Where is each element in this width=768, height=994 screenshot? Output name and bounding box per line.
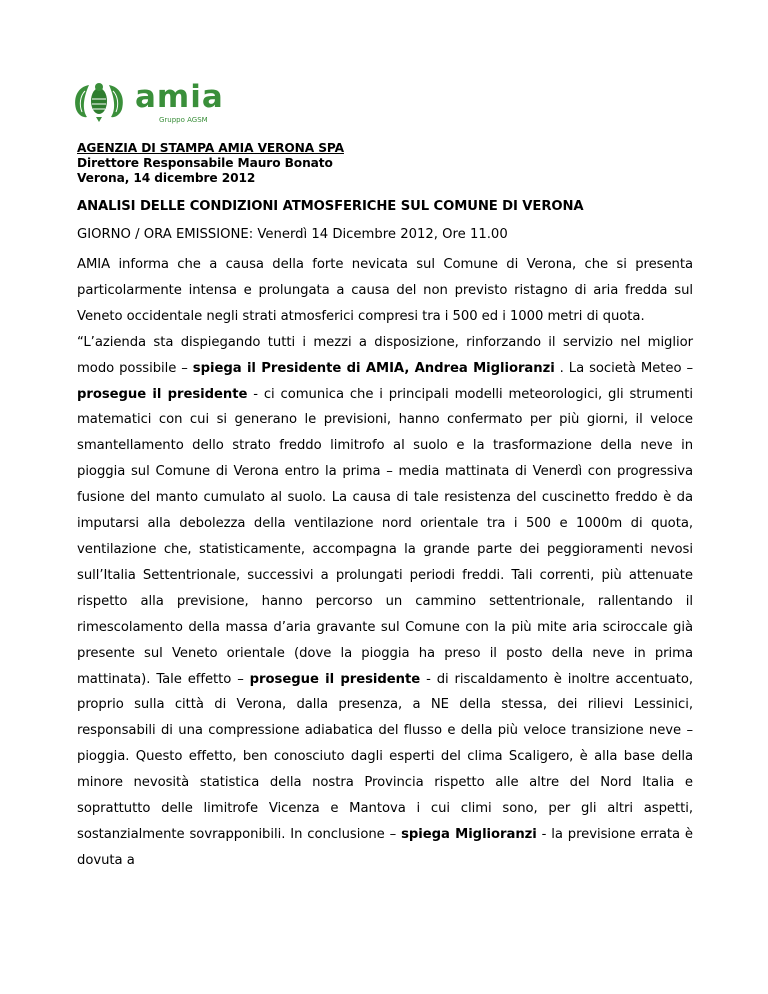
scarab-emblem-icon	[75, 83, 123, 122]
bold-quote-attribution: prosegue il presidente	[77, 386, 248, 402]
agency-name: AGENZIA DI STAMPA AMIA VERONA SPA	[77, 141, 344, 155]
text-span: - di riscaldamento è inoltre accentuato, proprio sulla città di Verona, dalla presenza, a NE della stessa, dei rilievi Lessinici, responsabili di una compressione adiabatica del flusso e della più veloce transizione neve – pioggia. Questo effetto, ben conosciuto dagli esperti del clima Scaligero, è alla base della minore nevosità statistica della nostra Provincia rispetto alle altre del Nord Italia e soprattutto delle limitrofe Vicenza e Mantova i cui climi sono, per gli altri aspetti, sostanzialmente sovrapponibili. In conclusione –	[77, 671, 693, 842]
text-span: - ci comunica che i principali modelli meteorologici, gli strumenti matematici con cui si generano le previsioni, hanno confermato per più giorni, il veloce smantellamento dello strato freddo limitrofo al suolo e la trasformazione della neve in pioggia sul Comune di Verona entro la prima – media mattinata di Venerdì con progressiva fusione del manto cumulato al suolo. La causa di tale resistenza del cuscinetto freddo è da imputarsi alla debolezza della ventilazione nord orientale tra i 500 e 1000m di quota, ventilazione che, statisticamente, accompagna la grande parte dei peggioramenti nevosi sull’Italia Settentrionale, successivi a prolungati periodi freddi. Tali correnti, più attenuate rispetto alla previsione, hanno percorso un cammino settentrionale, rallentando il rimescolamento della massa d’aria gravante sul Comune con la più mite aria sciroccale già presente sul Veneto orientale (dove la pioggia ha preso il posto della neve in prima mattinata). Tale effetto –	[77, 386, 693, 687]
logo-wordmark: amia	[135, 79, 224, 115]
text-span: “L’azienda sta dispiegando tutti i mezzi a disposizione, rinforzando il servizio nel miglior modo possibile –	[77, 334, 693, 376]
body-text	[77, 252, 693, 874]
bold-quote-attribution: prosegue il presidente	[249, 671, 421, 687]
bold-quote-attribution: spiega il Presidente di AMIA, Andrea Miglioranzi	[192, 360, 555, 376]
text-span: - la previsione errata è dovuta a	[77, 826, 693, 868]
amia-logo-graphic	[72, 77, 262, 125]
amia-logo	[72, 77, 262, 125]
paragraph-2	[77, 330, 693, 874]
text-span: . La società Meteo –	[554, 360, 694, 376]
date-line: Verona, 14 dicembre 2012	[77, 171, 256, 185]
paragraph-1: AMIA informa che a causa della forte nevicata sul Comune di Verona, che si presenta particolarmente intensa e prolungata a causa del non previsto ristagno di aria fredda sul Veneto occidentale negli strati atmosferici compresi tra i 500 ed i 1000 metri di quota.	[77, 257, 693, 324]
emission-line: GIORNO / ORA EMISSIONE: Venerdì 14 Dicembre 2012, Ore 11.00	[77, 227, 508, 242]
press-header	[77, 141, 697, 186]
logo-group-label: Gruppo AGSM	[159, 116, 208, 124]
document-title: ANALISI DELLE CONDIZIONI ATMOSFERICHE SUL COMUNE DI VERONA	[77, 199, 584, 214]
director-line: Direttore Responsabile Mauro Bonato	[77, 156, 333, 170]
bold-quote-attribution: spiega Miglioranzi	[401, 826, 537, 842]
